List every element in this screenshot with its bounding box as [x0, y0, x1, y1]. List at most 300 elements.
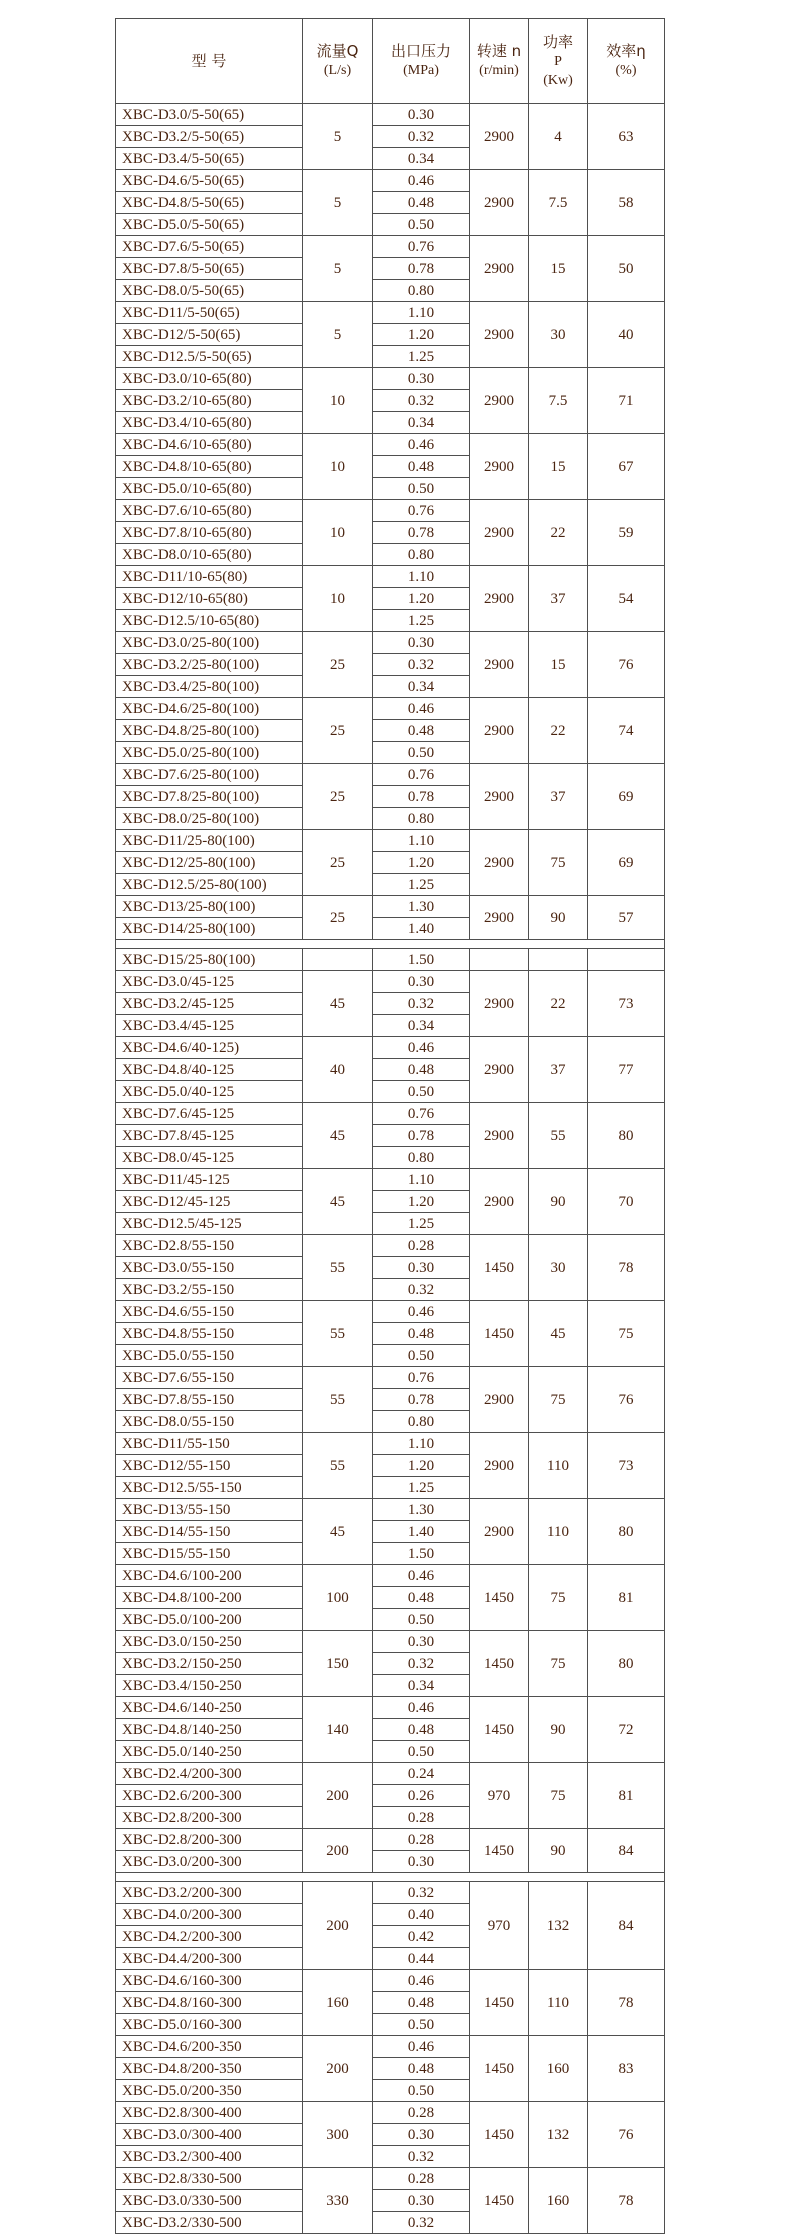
table-row	[116, 698, 665, 720]
pressure-cell: 0.50	[373, 1741, 470, 1763]
power-cell	[529, 949, 588, 971]
speed-cell: 2900	[470, 566, 529, 632]
pressure-cell: 0.46	[373, 1697, 470, 1719]
pressure-cell: 0.80	[373, 544, 470, 566]
pressure-cell: 0.50	[373, 1345, 470, 1367]
flow-cell: 45	[303, 1499, 373, 1565]
power-cell: 90	[529, 1169, 588, 1235]
flow-cell: 45	[303, 971, 373, 1037]
power-cell: 90	[529, 896, 588, 940]
power-cell: 7.5	[529, 170, 588, 236]
efficiency-cell: 76	[588, 632, 665, 698]
table-row	[116, 949, 665, 971]
table-row	[116, 1235, 665, 1257]
flow-cell: 100	[303, 1565, 373, 1631]
speed-cell: 2900	[470, 236, 529, 302]
pressure-cell: 0.46	[373, 1565, 470, 1587]
power-cell: 132	[529, 1882, 588, 1970]
pressure-cell: 0.30	[373, 368, 470, 390]
flow-cell: 45	[303, 1103, 373, 1169]
flow-cell: 45	[303, 1169, 373, 1235]
power-cell: 75	[529, 1763, 588, 1829]
efficiency-cell: 76	[588, 2102, 665, 2168]
pressure-cell: 0.32	[373, 2212, 470, 2234]
flow-cell: 25	[303, 764, 373, 830]
power-cell: 160	[529, 2036, 588, 2102]
pressure-cell: 0.32	[373, 993, 470, 1015]
model-cell: XBC-D5.0/40-125	[116, 1081, 303, 1103]
flow-cell: 25	[303, 632, 373, 698]
model-cell: XBC-D3.4/25-80(100)	[116, 676, 303, 698]
flow-cell: 300	[303, 2102, 373, 2168]
pressure-cell: 0.78	[373, 258, 470, 280]
power-cell: 75	[529, 1631, 588, 1697]
flow-cell: 10	[303, 368, 373, 434]
speed-cell: 2900	[470, 170, 529, 236]
section-break-cell	[588, 940, 665, 949]
model-cell: XBC-D2.8/55-150	[116, 1235, 303, 1257]
table-row	[116, 1829, 665, 1851]
pressure-cell: 1.20	[373, 1455, 470, 1477]
header-flow-unit: (L/s)	[323, 63, 352, 78]
flow-cell: 200	[303, 1882, 373, 1970]
model-cell: XBC-D5.0/10-65(80)	[116, 478, 303, 500]
pressure-cell: 0.48	[373, 1719, 470, 1741]
speed-cell: 2900	[470, 764, 529, 830]
flow-cell: 10	[303, 566, 373, 632]
model-cell: XBC-D7.8/5-50(65)	[116, 258, 303, 280]
speed-cell: 970	[470, 1882, 529, 1970]
header-model	[116, 19, 303, 104]
pressure-cell: 0.48	[373, 2058, 470, 2080]
model-cell: XBC-D3.0/150-250	[116, 1631, 303, 1653]
model-cell: XBC-D3.0/200-300	[116, 1851, 303, 1873]
header-power-symbol: P	[554, 53, 562, 69]
model-cell: XBC-D7.8/45-125	[116, 1125, 303, 1147]
flow-cell: 5	[303, 170, 373, 236]
model-cell: XBC-D3.4/45-125	[116, 1015, 303, 1037]
table-row	[116, 500, 665, 522]
model-cell: XBC-D12.5/10-65(80)	[116, 610, 303, 632]
speed-cell	[470, 949, 529, 971]
pressure-cell: 0.50	[373, 1609, 470, 1631]
section-break-cell	[303, 1873, 373, 1882]
speed-cell: 2900	[470, 971, 529, 1037]
section-break-row	[116, 1873, 665, 1882]
table-row	[116, 302, 665, 324]
table-row	[116, 434, 665, 456]
model-cell: XBC-D3.2/5-50(65)	[116, 126, 303, 148]
pressure-cell: 0.46	[373, 1037, 470, 1059]
table-body	[116, 104, 665, 2234]
efficiency-cell: 74	[588, 698, 665, 764]
pressure-cell: 0.32	[373, 2146, 470, 2168]
section-break-cell	[529, 940, 588, 949]
model-cell: XBC-D7.8/10-65(80)	[116, 522, 303, 544]
efficiency-cell: 58	[588, 170, 665, 236]
pressure-cell: 0.28	[373, 1807, 470, 1829]
pressure-cell: 0.76	[373, 1103, 470, 1125]
model-cell: XBC-D4.6/140-250	[116, 1697, 303, 1719]
header-flow-label: 流量Q	[316, 42, 359, 60]
pressure-cell: 0.76	[373, 1367, 470, 1389]
pressure-cell: 0.48	[373, 456, 470, 478]
flow-cell: 200	[303, 2036, 373, 2102]
table-row	[116, 1565, 665, 1587]
table-row	[116, 1037, 665, 1059]
flow-cell: 10	[303, 434, 373, 500]
pressure-cell: 0.28	[373, 1235, 470, 1257]
pressure-cell: 0.46	[373, 698, 470, 720]
pressure-cell: 0.80	[373, 280, 470, 302]
speed-cell: 1450	[470, 1235, 529, 1301]
pressure-cell: 0.34	[373, 1675, 470, 1697]
pressure-cell: 1.30	[373, 896, 470, 918]
model-cell: XBC-D3.0/300-400	[116, 2124, 303, 2146]
flow-cell: 5	[303, 104, 373, 170]
pressure-cell: 0.48	[373, 192, 470, 214]
section-break-cell	[373, 940, 470, 949]
efficiency-cell: 73	[588, 971, 665, 1037]
speed-cell: 1450	[470, 1697, 529, 1763]
pressure-cell: 0.30	[373, 1851, 470, 1873]
pressure-cell: 0.50	[373, 2080, 470, 2102]
speed-cell: 2900	[470, 500, 529, 566]
header-pressure-label: 出口压力	[390, 42, 451, 60]
model-cell: XBC-D13/55-150	[116, 1499, 303, 1521]
flow-cell: 25	[303, 896, 373, 940]
efficiency-cell: 70	[588, 1169, 665, 1235]
pressure-cell: 0.32	[373, 1653, 470, 1675]
pressure-cell: 0.32	[373, 1882, 470, 1904]
pressure-cell: 0.46	[373, 1970, 470, 1992]
speed-cell: 2900	[470, 830, 529, 896]
model-cell: XBC-D5.0/160-300	[116, 2014, 303, 2036]
power-cell: 15	[529, 434, 588, 500]
table-row	[116, 368, 665, 390]
flow-cell: 5	[303, 302, 373, 368]
model-cell: XBC-D5.0/5-50(65)	[116, 214, 303, 236]
power-cell: 75	[529, 830, 588, 896]
model-cell: XBC-D3.2/150-250	[116, 1653, 303, 1675]
model-cell: XBC-D3.2/45-125	[116, 993, 303, 1015]
flow-cell: 55	[303, 1367, 373, 1433]
model-cell: XBC-D4.6/5-50(65)	[116, 170, 303, 192]
pressure-cell: 1.20	[373, 588, 470, 610]
speed-cell: 2900	[470, 1037, 529, 1103]
section-break-cell	[470, 940, 529, 949]
pressure-cell: 0.48	[373, 720, 470, 742]
table-row	[116, 1499, 665, 1521]
pressure-cell: 0.32	[373, 390, 470, 412]
efficiency-cell: 67	[588, 434, 665, 500]
model-cell: XBC-D3.2/200-300	[116, 1882, 303, 1904]
pressure-cell: 0.30	[373, 104, 470, 126]
pressure-cell: 0.32	[373, 126, 470, 148]
efficiency-cell	[588, 949, 665, 971]
flow-cell: 200	[303, 1763, 373, 1829]
speed-cell: 2900	[470, 1169, 529, 1235]
pressure-cell: 0.78	[373, 1389, 470, 1411]
efficiency-cell: 78	[588, 2168, 665, 2234]
efficiency-cell: 57	[588, 896, 665, 940]
pressure-cell: 0.78	[373, 1125, 470, 1147]
pressure-cell: 0.30	[373, 1257, 470, 1279]
pressure-cell: 0.42	[373, 1926, 470, 1948]
model-cell: XBC-D4.8/140-250	[116, 1719, 303, 1741]
table-row	[116, 236, 665, 258]
table-row	[116, 1631, 665, 1653]
header-row	[116, 19, 665, 104]
table-row	[116, 1103, 665, 1125]
table-header	[116, 19, 665, 104]
model-cell: XBC-D4.8/55-150	[116, 1323, 303, 1345]
model-cell: XBC-D3.2/330-500	[116, 2212, 303, 2234]
efficiency-cell: 72	[588, 1697, 665, 1763]
table-row	[116, 104, 665, 126]
model-cell: XBC-D2.8/200-300	[116, 1807, 303, 1829]
pressure-cell: 0.80	[373, 1411, 470, 1433]
pressure-cell: 0.46	[373, 1301, 470, 1323]
model-cell: XBC-D5.0/55-150	[116, 1345, 303, 1367]
model-cell: XBC-D12/25-80(100)	[116, 852, 303, 874]
pressure-cell: 0.50	[373, 214, 470, 236]
pressure-cell: 0.48	[373, 1323, 470, 1345]
power-cell: 132	[529, 2102, 588, 2168]
power-cell: 22	[529, 698, 588, 764]
power-cell: 37	[529, 566, 588, 632]
power-cell: 37	[529, 1037, 588, 1103]
header-efficiency-unit: (%)	[615, 63, 637, 78]
pressure-cell: 1.50	[373, 949, 470, 971]
speed-cell: 2900	[470, 632, 529, 698]
model-cell: XBC-D8.0/45-125	[116, 1147, 303, 1169]
pressure-cell: 0.80	[373, 1147, 470, 1169]
efficiency-cell: 50	[588, 236, 665, 302]
pressure-cell: 1.10	[373, 1433, 470, 1455]
power-cell: 110	[529, 1970, 588, 2036]
header-power-unit: (Kw)	[543, 72, 573, 88]
speed-cell: 2900	[470, 1103, 529, 1169]
efficiency-cell: 84	[588, 1829, 665, 1873]
model-cell: XBC-D4.8/200-350	[116, 2058, 303, 2080]
model-cell: XBC-D11/25-80(100)	[116, 830, 303, 852]
flow-cell	[303, 949, 373, 971]
flow-cell: 40	[303, 1037, 373, 1103]
table-row	[116, 170, 665, 192]
power-cell: 75	[529, 1367, 588, 1433]
pressure-cell: 0.50	[373, 742, 470, 764]
efficiency-cell: 71	[588, 368, 665, 434]
pressure-cell: 1.25	[373, 610, 470, 632]
power-cell: 15	[529, 236, 588, 302]
power-cell: 30	[529, 302, 588, 368]
efficiency-cell: 81	[588, 1763, 665, 1829]
efficiency-cell: 40	[588, 302, 665, 368]
table-row	[116, 1367, 665, 1389]
model-cell: XBC-D3.0/45-125	[116, 971, 303, 993]
model-cell: XBC-D15/55-150	[116, 1543, 303, 1565]
power-cell: 4	[529, 104, 588, 170]
header-pressure-unit: (MPa)	[403, 63, 439, 78]
efficiency-cell: 84	[588, 1882, 665, 1970]
flow-cell: 55	[303, 1301, 373, 1367]
pressure-cell: 0.48	[373, 1992, 470, 2014]
pressure-cell: 0.32	[373, 1279, 470, 1301]
efficiency-cell: 80	[588, 1499, 665, 1565]
section-break-cell	[588, 1873, 665, 1882]
pressure-cell: 1.10	[373, 1169, 470, 1191]
model-cell: XBC-D3.0/5-50(65)	[116, 104, 303, 126]
model-cell: XBC-D12.5/45-125	[116, 1213, 303, 1235]
model-cell: XBC-D11/10-65(80)	[116, 566, 303, 588]
flow-cell: 160	[303, 1970, 373, 2036]
model-cell: XBC-D4.8/40-125	[116, 1059, 303, 1081]
pressure-cell: 1.25	[373, 346, 470, 368]
table-row	[116, 2168, 665, 2190]
table-row	[116, 2102, 665, 2124]
efficiency-cell: 83	[588, 2036, 665, 2102]
pressure-cell: 0.76	[373, 500, 470, 522]
flow-cell: 10	[303, 500, 373, 566]
pressure-cell: 0.48	[373, 1059, 470, 1081]
model-cell: XBC-D2.8/330-500	[116, 2168, 303, 2190]
model-cell: XBC-D14/25-80(100)	[116, 918, 303, 940]
table-row	[116, 1882, 665, 1904]
pressure-cell: 0.80	[373, 808, 470, 830]
table-row	[116, 1697, 665, 1719]
model-cell: XBC-D12/10-65(80)	[116, 588, 303, 610]
table-row	[116, 830, 665, 852]
model-cell: XBC-D4.6/160-300	[116, 1970, 303, 1992]
model-cell: XBC-D5.0/140-250	[116, 1741, 303, 1763]
pressure-cell: 0.30	[373, 2190, 470, 2212]
pressure-cell: 1.25	[373, 1213, 470, 1235]
efficiency-cell: 80	[588, 1631, 665, 1697]
speed-cell: 1450	[470, 1970, 529, 2036]
header-efficiency-label: 效率η	[606, 42, 646, 60]
speed-cell: 2900	[470, 896, 529, 940]
model-cell: XBC-D12.5/5-50(65)	[116, 346, 303, 368]
model-cell: XBC-D3.0/330-500	[116, 2190, 303, 2212]
model-cell: XBC-D3.0/10-65(80)	[116, 368, 303, 390]
table-row	[116, 971, 665, 993]
model-cell: XBC-D4.6/40-125)	[116, 1037, 303, 1059]
pressure-cell: 0.28	[373, 2168, 470, 2190]
header-speed-unit: (r/min)	[479, 63, 519, 78]
power-cell: 90	[529, 1697, 588, 1763]
pressure-cell: 1.10	[373, 830, 470, 852]
speed-cell: 1450	[470, 1631, 529, 1697]
header-flow	[303, 19, 373, 104]
section-break-row	[116, 940, 665, 949]
power-cell: 22	[529, 971, 588, 1037]
model-cell: XBC-D2.6/200-300	[116, 1785, 303, 1807]
model-cell: XBC-D7.6/5-50(65)	[116, 236, 303, 258]
pressure-cell: 0.50	[373, 1081, 470, 1103]
model-cell: XBC-D4.2/200-300	[116, 1926, 303, 1948]
model-cell: XBC-D4.6/25-80(100)	[116, 698, 303, 720]
table-row	[116, 1763, 665, 1785]
speed-cell: 2900	[470, 1499, 529, 1565]
section-break-cell	[470, 1873, 529, 1882]
power-cell: 160	[529, 2168, 588, 2234]
flow-cell: 25	[303, 830, 373, 896]
model-cell: XBC-D4.6/55-150	[116, 1301, 303, 1323]
pressure-cell: 0.48	[373, 1587, 470, 1609]
model-cell: XBC-D12/45-125	[116, 1191, 303, 1213]
model-cell: XBC-D13/25-80(100)	[116, 896, 303, 918]
table-row	[116, 2036, 665, 2058]
model-cell: XBC-D3.2/300-400	[116, 2146, 303, 2168]
model-cell: XBC-D11/55-150	[116, 1433, 303, 1455]
model-cell: XBC-D8.0/25-80(100)	[116, 808, 303, 830]
pressure-cell: 0.44	[373, 1948, 470, 1970]
header-power-label: 功率	[542, 32, 573, 51]
pressure-cell: 0.46	[373, 434, 470, 456]
speed-cell: 1450	[470, 1301, 529, 1367]
efficiency-cell: 63	[588, 104, 665, 170]
model-cell: XBC-D5.0/25-80(100)	[116, 742, 303, 764]
efficiency-cell: 81	[588, 1565, 665, 1631]
flow-cell: 140	[303, 1697, 373, 1763]
model-cell: XBC-D4.8/160-300	[116, 1992, 303, 2014]
speed-cell: 1450	[470, 1565, 529, 1631]
model-cell: XBC-D3.0/55-150	[116, 1257, 303, 1279]
model-cell: XBC-D4.8/100-200	[116, 1587, 303, 1609]
pressure-cell: 0.32	[373, 654, 470, 676]
efficiency-cell: 73	[588, 1433, 665, 1499]
model-cell: XBC-D4.6/100-200	[116, 1565, 303, 1587]
table-row	[116, 1301, 665, 1323]
model-cell: XBC-D3.4/5-50(65)	[116, 148, 303, 170]
table-row	[116, 1970, 665, 1992]
pressure-cell: 0.34	[373, 148, 470, 170]
model-cell: XBC-D4.8/25-80(100)	[116, 720, 303, 742]
flow-cell: 55	[303, 1235, 373, 1301]
pressure-cell: 0.46	[373, 2036, 470, 2058]
model-cell: XBC-D3.4/10-65(80)	[116, 412, 303, 434]
table-row	[116, 764, 665, 786]
flow-cell: 330	[303, 2168, 373, 2234]
header-speed	[470, 19, 529, 104]
pressure-cell: 0.30	[373, 2124, 470, 2146]
model-cell: XBC-D5.0/100-200	[116, 1609, 303, 1631]
speed-cell: 1450	[470, 2102, 529, 2168]
table-row	[116, 1169, 665, 1191]
model-cell: XBC-D7.6/45-125	[116, 1103, 303, 1125]
section-break-cell	[529, 1873, 588, 1882]
pressure-cell: 1.50	[373, 1543, 470, 1565]
pressure-cell: 1.20	[373, 1191, 470, 1213]
pressure-cell: 0.50	[373, 478, 470, 500]
pressure-cell: 0.78	[373, 522, 470, 544]
model-cell: XBC-D7.8/55-150	[116, 1389, 303, 1411]
power-cell: 37	[529, 764, 588, 830]
model-cell: XBC-D7.6/25-80(100)	[116, 764, 303, 786]
efficiency-cell: 78	[588, 1970, 665, 2036]
model-cell: XBC-D3.0/25-80(100)	[116, 632, 303, 654]
flow-cell: 150	[303, 1631, 373, 1697]
speed-cell: 2900	[470, 1433, 529, 1499]
power-cell: 30	[529, 1235, 588, 1301]
speed-cell: 1450	[470, 1829, 529, 1873]
pressure-cell: 1.10	[373, 302, 470, 324]
section-break-cell	[116, 1873, 303, 1882]
speed-cell: 2900	[470, 698, 529, 764]
pressure-cell: 0.24	[373, 1763, 470, 1785]
power-cell: 75	[529, 1565, 588, 1631]
